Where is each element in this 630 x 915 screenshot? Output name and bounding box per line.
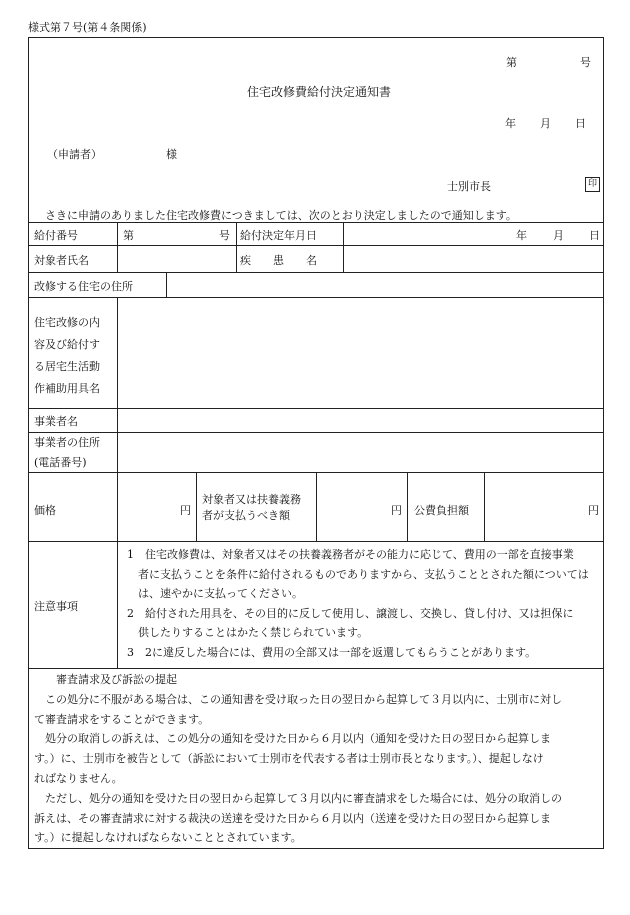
form-label: 様式第７号(第４条関係): [28, 21, 147, 34]
row-line: [28, 222, 604, 223]
business-name-label: 事業者名: [34, 415, 78, 428]
seal-mark: 印: [585, 177, 600, 192]
appeal-line: 訴えは、その審査請求に対する裁決の送達を受けた日から６月以内（送達を受けた日の翌日から起算しま: [34, 811, 551, 825]
col-line: [117, 297, 118, 668]
date-month: 月: [540, 117, 551, 130]
subject-pay-unit: 円: [391, 504, 402, 517]
date-year: 年: [505, 117, 516, 130]
subject-pay-label: [202, 492, 301, 524]
date-day: 日: [575, 117, 586, 130]
decision-day: 日: [589, 229, 600, 242]
mayor-name: 士別市長: [447, 180, 491, 193]
disease-label: 疾 患 名: [240, 254, 317, 267]
appeal-line: ればなりません。: [34, 771, 123, 785]
content-label-line: 作補助用具名: [34, 382, 100, 395]
appeal-line: 処分の取消しの訴えは、この処分の通知を受けた日から６月以内（通知を受けた日の翌日から起算しま: [34, 732, 551, 746]
subject-name-label: 対象者氏名: [34, 254, 89, 267]
public-label: 公費負担額: [414, 504, 469, 517]
col-line: [343, 222, 344, 272]
col-line: [117, 222, 118, 272]
row-line: [28, 668, 604, 669]
note-line: 3 2に違反した場合には、費用の全部又は一部を返還してもらうことがあります。: [127, 645, 537, 659]
number-dai: 第: [506, 56, 517, 69]
price-label: 価格: [34, 504, 56, 517]
note-line: は、速やかに支払ってください。: [127, 587, 303, 600]
content-label-line: 住宅改修の内: [34, 316, 100, 329]
note-line: 者に支払うことを条件に給付されるものでありますから、支払うこととされた額については: [127, 567, 589, 581]
decision-date-label: 給付決定年月日: [240, 229, 317, 242]
business-phone-label: (電話番号): [34, 456, 87, 469]
decision-month: 月: [553, 229, 564, 242]
row-line: [28, 245, 604, 246]
public-unit: 円: [588, 504, 599, 517]
notes-list: [127, 545, 600, 662]
content-label-line: る居宅生活動: [34, 360, 100, 373]
note-line: 1 住宅改修費は、対象者又はその扶養義務者がその能力に応じて、費用の一部を直接事業: [127, 548, 574, 561]
applicant-honorific: 様: [166, 148, 177, 161]
row-line: [28, 432, 604, 433]
number-go: 号: [580, 56, 591, 69]
appeal-section: [34, 670, 600, 848]
content-label-line: 容及び給付す: [34, 338, 100, 351]
col-line: [316, 472, 317, 541]
row-line: [28, 408, 604, 409]
row-line: [28, 297, 604, 298]
notes-label: 注意事項: [34, 600, 78, 613]
applicant-label: （申請者）: [47, 148, 102, 161]
subject-pay-label-line: 対象者又は扶養義務: [202, 493, 301, 506]
intro-text: さきに申請のありました住宅改修費につきましては、次のとおり決定しましたので通知します。: [45, 209, 517, 222]
col-line: [407, 472, 408, 541]
col-line: [484, 472, 485, 541]
appeal-line: この処分に不服がある場合は、この通知書を受け取った日の翌日から起算して３月以内に、士別市に対し: [34, 692, 562, 706]
business-address-label: 事業者の住所: [34, 436, 100, 449]
subject-pay-label-line: 者が支払うべき額: [202, 509, 290, 522]
payment-no-dai: 第: [123, 229, 134, 242]
decision-year: 年: [516, 229, 527, 242]
col-line: [236, 222, 237, 272]
appeal-heading: 審査請求及び訴訟の提起: [34, 673, 177, 686]
document-title: 住宅改修費給付決定通知書: [247, 85, 392, 99]
house-address-label: 改修する住宅の住所: [34, 280, 133, 293]
appeal-line: す。）に、士別市を被告として（訴訟において士別市を代表する者は士別市長となります。）、提起しなけ: [34, 752, 544, 766]
appeal-line: す。）に提起しなければならないこととされています。: [34, 831, 302, 845]
row-line: [28, 541, 604, 542]
content-label: [34, 312, 100, 400]
appeal-line: て審査請求をすることができます。: [34, 712, 210, 726]
price-unit: 円: [180, 504, 191, 517]
col-line: [166, 272, 167, 297]
payment-no-label: 給付番号: [34, 229, 78, 242]
note-line: 2 給付された用具を、その目的に反して使用し、譲渡し、交換し、貸し付け、又は担保に: [127, 606, 574, 620]
note-line: 供したりすることはかたく禁じられています。: [127, 626, 369, 639]
appeal-line: ただし、処分の通知を受けた日の翌日から起算して３月以内に審査請求をした場合には、処分の取消しの: [34, 791, 562, 805]
col-line: [196, 472, 197, 541]
payment-no-go: 号: [219, 229, 230, 242]
row-line: [28, 272, 604, 273]
